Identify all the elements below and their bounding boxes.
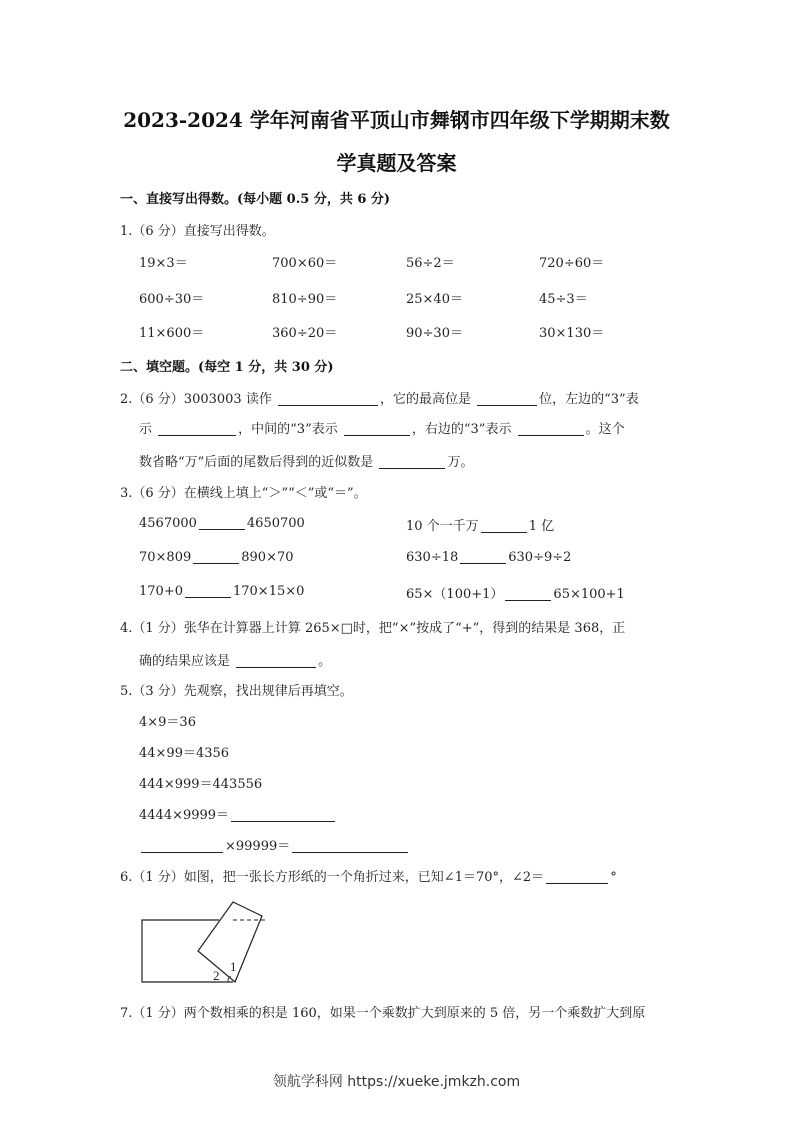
- q1-item: 45÷3＝: [539, 292, 588, 307]
- q1-item: 700×60＝: [272, 256, 338, 271]
- question-2-line2: [139, 418, 625, 437]
- answer-blank[interactable]: [185, 583, 231, 598]
- answer-blank[interactable]: [505, 586, 551, 601]
- answer-blank[interactable]: [236, 653, 316, 668]
- section1-heading: 一、直接写出得数。(每小题 0.5 分，共 6 分): [120, 192, 391, 207]
- q1-item: 25×40＝: [406, 292, 463, 307]
- q2-text: ，它的最高位是: [379, 392, 471, 407]
- answer-blank[interactable]: [477, 391, 537, 406]
- question-4-line2: 确的结果应该是 。: [139, 654, 332, 669]
- question-2-line3: [139, 451, 473, 470]
- question-6: 6.（1 分）如图，把一张长方形纸的一个角折过来，已知∠1＝70°，∠2＝ °: [120, 870, 617, 885]
- angle-2-label: 2: [213, 968, 220, 983]
- answer-blank[interactable]: [199, 515, 245, 530]
- q1-item: 600÷30＝: [139, 292, 205, 307]
- answer-blank[interactable]: [278, 391, 378, 406]
- q1-item: 11×600＝: [139, 326, 205, 341]
- q1-item: 810÷90＝: [272, 292, 338, 307]
- comparison-item: 65×（100+1） 65×100+1: [406, 587, 625, 602]
- q1-item: 19×3＝: [139, 256, 188, 271]
- answer-blank[interactable]: [379, 454, 445, 469]
- answer-blank[interactable]: [292, 838, 408, 853]
- question-7: 7.（1 分）两个数相乘的积是 160，如果一个乘数扩大到原来的 5 倍，另一个乘数扩大到原: [120, 1006, 646, 1021]
- q2-text: 数省略“万”后面的尾数后得到的近似数是: [139, 455, 374, 470]
- q2-text: 2.（6 分）3003003 读作: [120, 392, 272, 407]
- q2-text: 。这个: [585, 422, 625, 437]
- question-3: 3.（6 分）在横线上填上“＞”“＜”或“＝”。: [120, 486, 367, 501]
- q2-text: 万。: [447, 455, 474, 470]
- q2-text: ，中间的“3”表示: [238, 422, 338, 437]
- q1-item: 720÷60＝: [539, 256, 605, 271]
- q2-text: 位，左边的“3”表: [539, 392, 639, 407]
- answer-blank[interactable]: [546, 869, 608, 884]
- q2-text: ，右边的“3”表示: [411, 422, 512, 437]
- comparison-item: 10 个一千万 1 亿: [406, 519, 555, 534]
- pattern-line: 44×99＝4356: [139, 746, 230, 761]
- answer-blank[interactable]: [481, 518, 527, 533]
- pattern-line: 444×999＝443556: [139, 777, 263, 792]
- comparison-item: 170+0 170×15×0: [139, 584, 305, 599]
- question-1: 1.（6 分）直接写出得数。: [120, 224, 275, 239]
- pattern-line: 4×9＝36: [139, 715, 196, 730]
- question-4-line1: 4.（1 分）张华在计算器上计算 265×□时，把“×”按成了“+”，得到的结果是 368，正: [120, 621, 626, 636]
- footer-watermark: 领航学科网 https://xueke.jmkzh.com: [272, 1074, 521, 1090]
- q2-text: 示: [139, 422, 153, 437]
- comparison-item: 4567000 4650700: [139, 516, 305, 531]
- answer-blank[interactable]: [158, 421, 236, 436]
- answer-blank[interactable]: [141, 838, 223, 853]
- page-title-line2: 学真题及答案: [336, 151, 457, 175]
- section2-heading: 二、填空题。(每空 1 分，共 30 分): [120, 360, 334, 375]
- folded-paper-figure: [135, 898, 275, 988]
- question-5: 5.（3 分）先观察，找出规律后再填空。: [120, 684, 353, 699]
- q1-item: 56÷2＝: [406, 256, 455, 271]
- answer-blank[interactable]: [460, 549, 506, 564]
- answer-blank[interactable]: [518, 421, 584, 436]
- q1-item: 90÷30＝: [406, 326, 463, 341]
- comparison-item: 70×809 890×70: [139, 550, 294, 565]
- page-title-line1: 2023-2024 学年河南省平顶山市舞钢市四年级下学期期末数: [123, 108, 670, 132]
- q1-item: 360÷20＝: [272, 326, 338, 341]
- pattern-line: ×99999＝: [139, 835, 410, 854]
- q1-item: 30×130＝: [539, 326, 605, 341]
- pattern-line: 4444×9999＝: [139, 804, 337, 823]
- answer-blank[interactable]: [193, 549, 239, 564]
- answer-blank[interactable]: [344, 421, 410, 436]
- angle-1-label: 1: [230, 959, 237, 974]
- answer-blank[interactable]: [231, 807, 335, 822]
- comparison-item: 630÷18 630÷9÷2: [406, 550, 572, 565]
- question-2-line1: [120, 388, 639, 407]
